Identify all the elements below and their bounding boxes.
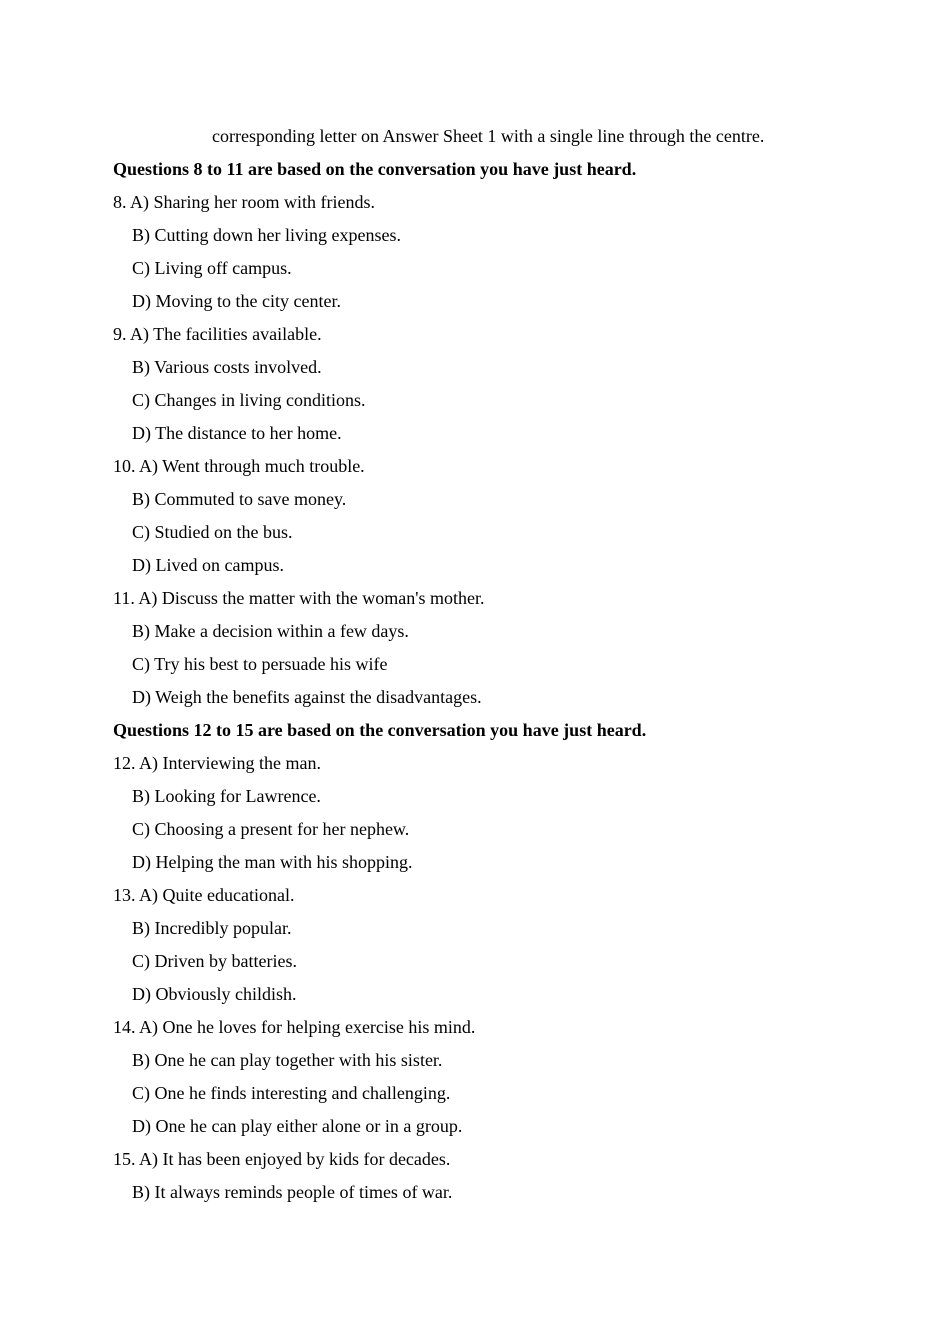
question-stem-option-a: 11. A) Discuss the matter with the woman's mother. bbox=[113, 588, 485, 608]
option-c: C) Choosing a present for her nephew. bbox=[132, 819, 410, 839]
question-13 bbox=[113, 879, 873, 1011]
option-c: C) Driven by batteries. bbox=[132, 951, 297, 971]
question-stem-option-a: 15. A) It has been enjoyed by kids for decades. bbox=[113, 1149, 451, 1169]
option-d: D) The distance to her home. bbox=[132, 423, 342, 443]
question-12 bbox=[113, 747, 873, 879]
option-d: D) One he can play either alone or in a group. bbox=[132, 1116, 463, 1136]
option-b: B) Cutting down her living expenses. bbox=[132, 225, 401, 245]
question-8 bbox=[113, 186, 873, 318]
question-stem-option-a: 12. A) Interviewing the man. bbox=[113, 753, 321, 773]
question-stem-option-a: 14. A) One he loves for helping exercise his mind. bbox=[113, 1017, 476, 1037]
option-b: B) It always reminds people of times of war. bbox=[132, 1182, 453, 1202]
listening-questions bbox=[113, 120, 873, 1209]
question-10 bbox=[113, 450, 873, 582]
option-d: D) Weigh the benefits against the disadvantages. bbox=[132, 687, 482, 707]
option-d: D) Obviously childish. bbox=[132, 984, 297, 1004]
option-d: D) Helping the man with his shopping. bbox=[132, 852, 413, 872]
question-stem-option-a: 10. A) Went through much trouble. bbox=[113, 456, 365, 476]
question-15 bbox=[113, 1143, 873, 1209]
question-stem-option-a: 13. A) Quite educational. bbox=[113, 885, 295, 905]
option-c: C) Studied on the bus. bbox=[132, 522, 293, 542]
question-14 bbox=[113, 1011, 873, 1143]
option-b: B) Make a decision within a few days. bbox=[132, 621, 409, 641]
option-c: C) Try his best to persuade his wife bbox=[132, 654, 388, 674]
question-11 bbox=[113, 582, 873, 714]
option-b: B) Commuted to save money. bbox=[132, 489, 347, 509]
option-c: C) Changes in living conditions. bbox=[132, 390, 366, 410]
option-c: C) Living off campus. bbox=[132, 258, 292, 278]
section-heading: Questions 8 to 11 are based on the conversation you have just heard. bbox=[113, 159, 637, 179]
option-d: D) Lived on campus. bbox=[132, 555, 284, 575]
option-d: D) Moving to the city center. bbox=[132, 291, 341, 311]
option-b: B) Looking for Lawrence. bbox=[132, 786, 321, 806]
instruction-continuation: corresponding letter on Answer Sheet 1 with a single line through the centre. bbox=[212, 126, 765, 146]
question-stem-option-a: 8. A) Sharing her room with friends. bbox=[113, 192, 375, 212]
question-stem-option-a: 9. A) The facilities available. bbox=[113, 324, 322, 344]
option-b: B) Various costs involved. bbox=[132, 357, 322, 377]
option-b: B) Incredibly popular. bbox=[132, 918, 292, 938]
section-heading: Questions 12 to 15 are based on the conversation you have just heard. bbox=[113, 720, 647, 740]
question-9 bbox=[113, 318, 873, 450]
option-c: C) One he finds interesting and challenging. bbox=[132, 1083, 451, 1103]
option-b: B) One he can play together with his sister. bbox=[132, 1050, 443, 1070]
